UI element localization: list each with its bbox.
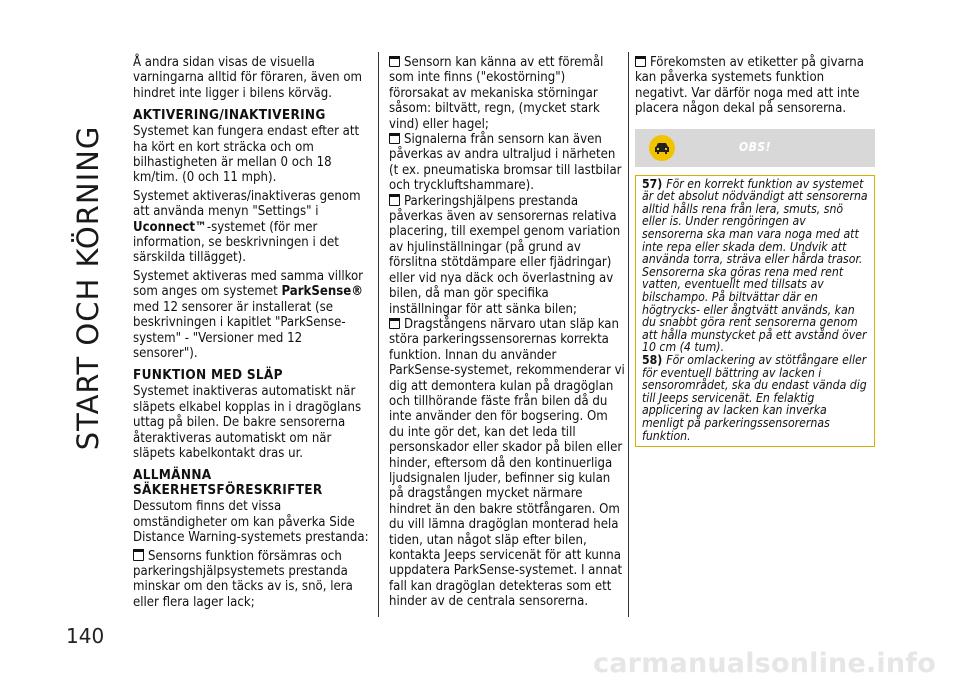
bullet-icon (389, 195, 400, 206)
uconnect-brand: Uconnect™ (133, 219, 207, 235)
parksense-brand: ParkSense® (281, 284, 363, 300)
column-divider (378, 52, 379, 617)
column-left (133, 55, 369, 610)
bullet-item: Sensorn kan känna av ett föremål som inte finns ("ekostörning") förorsakat av mekaniska störningar såsom: biltvätt, regn, (mycket stark vind) eller hagel; (389, 55, 604, 132)
column-divider (628, 52, 629, 617)
paragraph: Dessutom finns det vissa omständigheter om kan påverka Side Distance Warning-systemets prestanda: (133, 499, 369, 546)
paragraph: Systemet aktiveras/inaktiveras genom att använda menyn "Settings" i Uconnect™-systemet (för mer information, se beskrivningen i det särskilda tillägget). (133, 188, 361, 266)
page-number: 140 (66, 624, 105, 648)
section-heading: ALLMÄNNA SÄKERHETSFÖRESKRIFTER (133, 467, 323, 499)
note-57: 57) För en korrekt funktion av systemet är det absolut nödvändigt att sensorerna alltid hålls rena från lera, smuts, snö eller is. Under rengöringen av sensorerna ska man vara noga med att inte repa eller skada dem. Undvik att använda torra, sträva eller hårda trasor. Sensorerna ska göras rena med rent vatten, eventuellt med tillsats av bilschampo. På biltvättar där en högtrycks- eller ångtvätt används, kan du snabbt göra rent sensorerna genom att hålla munstycket på ett avstånd över 10 cm (4 tum). (642, 176, 868, 355)
section-heading: FUNKTION MED SLÄP (133, 367, 283, 384)
bullet-item: Parkeringshjälpens prestanda påverkas även av sensorernas relativa placering, till exempel genom variation av hjulinställningar (på grund av förslitna stötdämpare eller fjädringar) eller vid nya däck och överlastning av bilen, då man gör specifika inställningar för att sänka bilen; (389, 193, 621, 317)
column-middle (389, 55, 625, 610)
warning-notes-box (635, 175, 875, 447)
paragraph: Systemet inaktiveras automatiskt när släpets elkabel kopplas in i dragöglans uttag på bilen. De bakre sensorerna återaktiveras automatiskt om när släpets kabelkontakt dras ur. (133, 384, 362, 461)
bullet-item: Förekomsten av etiketter på givarna kan påverka systemets funktion negativt. Var därför noga med att inte placera någon dekal på sensorerna. (635, 55, 864, 117)
chapter-title: START OCH KÖRNING (71, 125, 105, 451)
paragraph: Systemet aktiveras med samma villkor som anges om systemet ParkSense® med 12 sensorer är installerat (se beskrivningen i kapitlet "ParkSense-system" - "Versioner med 12 sensorer"). (133, 268, 364, 361)
column-right (635, 55, 875, 447)
bullet-icon (389, 56, 400, 67)
bullet-icon (635, 56, 646, 67)
paragraph: Systemet kan fungera endast efter att ha kört en kort sträcka och om bilhastigheten är mellan 0 och 18 km/tim. (0 och 11 mph). (133, 124, 360, 186)
section-heading: AKTIVERING/INAKTIVERING (133, 107, 326, 124)
obs-banner (635, 129, 875, 167)
watermark: carmanualsonline.info (593, 648, 936, 679)
bullet-item: Dragstångens närvaro utan släp kan störa parkeringssensorernas korrekta funktion. Innan du använder ParkSense-systemet, rekommenderar vi dig att demontera kulan på dragöglan och tillhörande fäste från bilen då du inte använder den för bogsering. Om du inte gör det, kan det leda till personskador eller skador på bilen eller hinder, eftersom då den kontinuerliga ljudsignalen ljuder, befinner sig kulan på dragstången mycket närmare hindret än den bakre stötfångaren. Om du vill lämna dragöglan monterad hela tiden, utan något släp efter bilen, kontakta Jeeps servicenät för att kunna uppdatera ParkSense-systemet. I annat fall kan dragöglan detekteras som ett hinder av de centrala sensorerna. (389, 316, 625, 610)
note-58: 58) För omlackering av stötfångare eller för eventuell bättring av lacken i sensorområdet, ska du endast vända dig till Jeeps servicenät. En felaktig applicering av lacken kan inverka menligt på parkeringssensorernas funktion. (642, 352, 867, 443)
obs-label: OBS! (738, 139, 772, 154)
bullet-icon (389, 318, 400, 329)
paragraph: Å andra sidan visas de visuella varningarna alltid för föraren, även om hindret inte ligger i bilens körväg. (133, 55, 363, 101)
bullet-icon (133, 550, 144, 561)
bullet-icon (389, 133, 400, 144)
bullet-item: Signalerna från sensorn kan även påverkas av andra ultraljud i närheten (t ex. pneumatiska bromsar till lastbilar och tryckluftshammare). (389, 132, 622, 194)
bullet-item: Sensorns funktion försämras och parkeringshjälpsystemets prestanda minskar om den täcks av is, snö, lera eller flera lager lack; (133, 548, 353, 610)
